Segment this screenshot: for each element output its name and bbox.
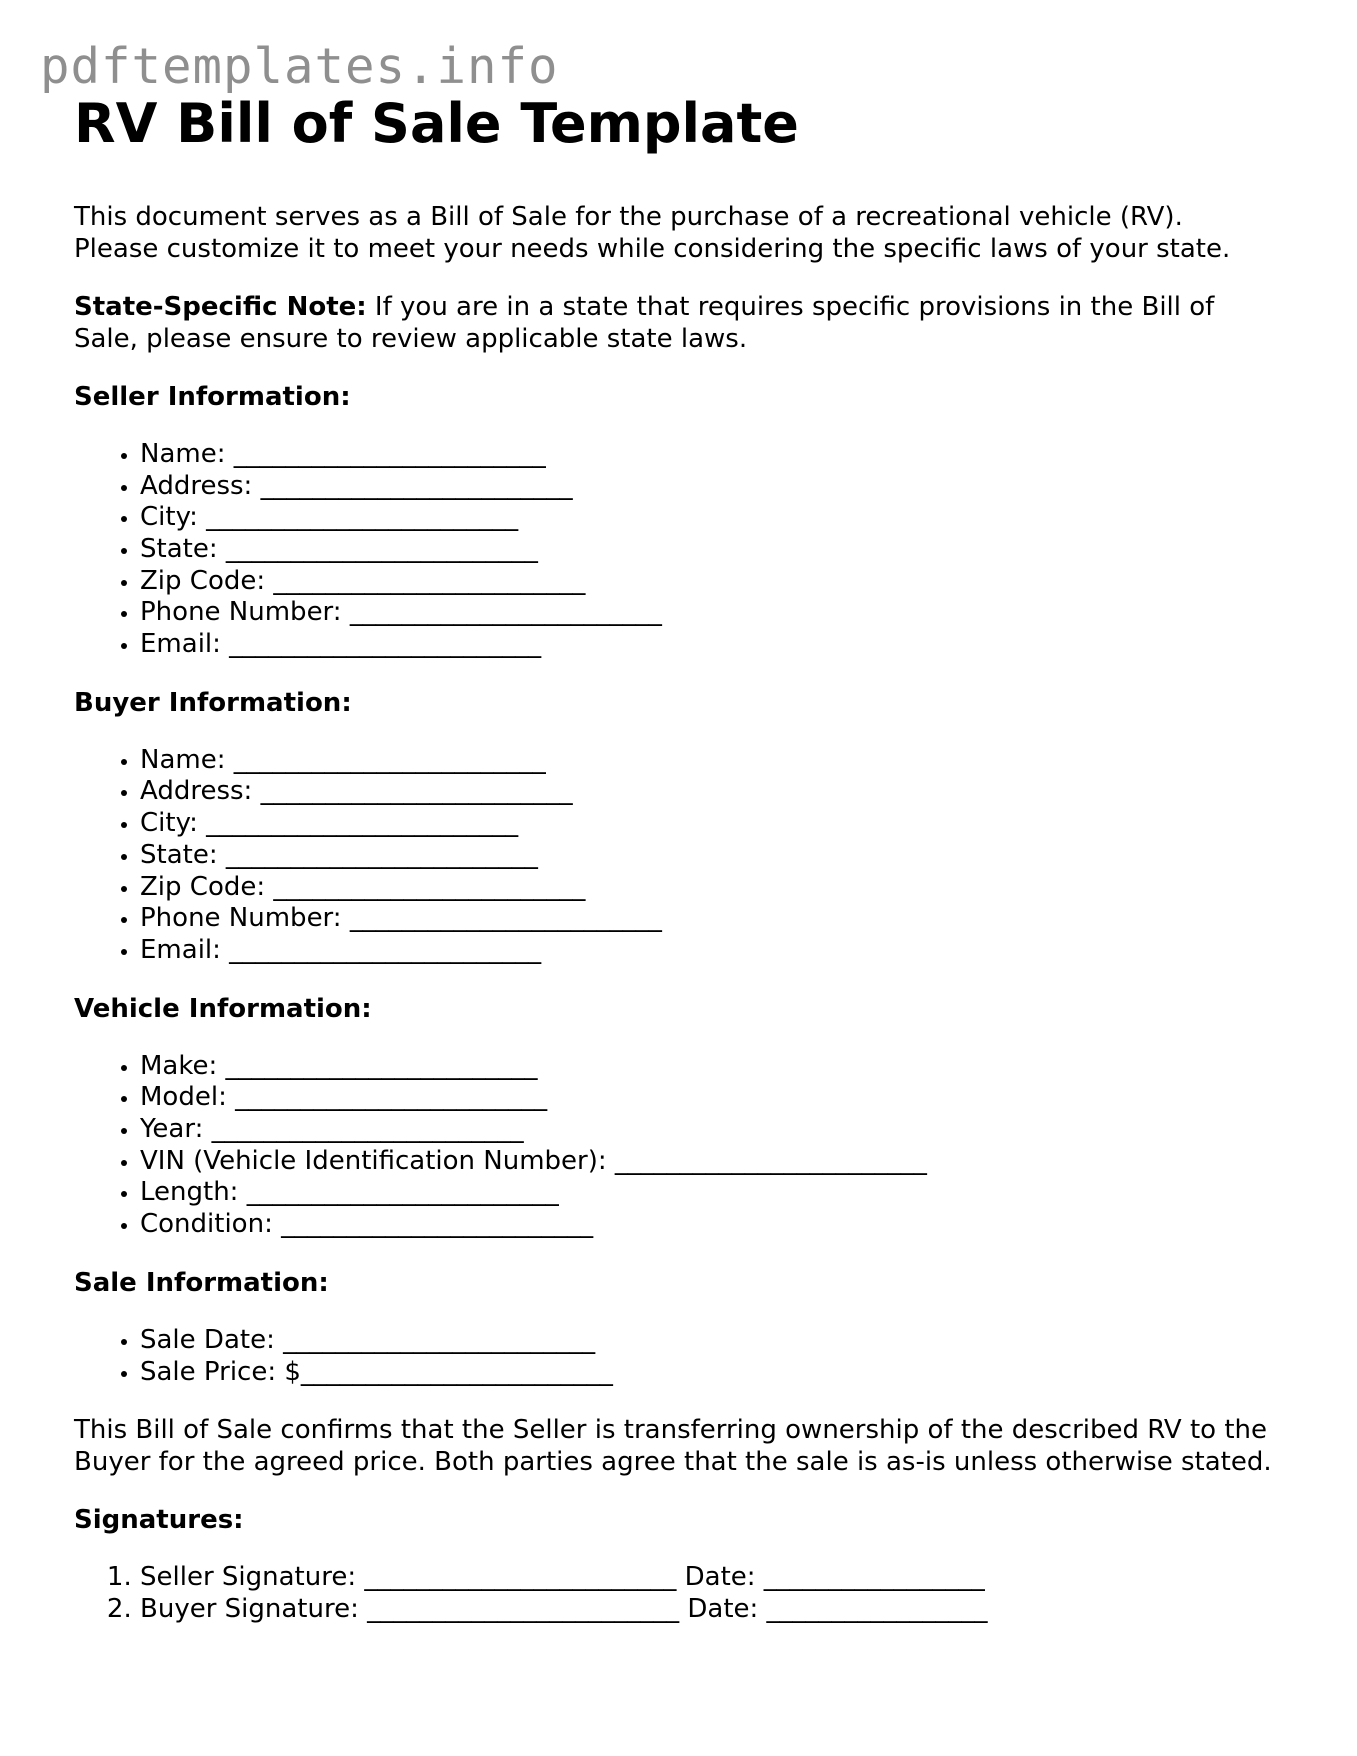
state-note-label: State-Specific Note: <box>74 291 367 322</box>
vehicle-length-field <box>140 1177 1274 1209</box>
field-text: Year: ________________________ <box>140 1114 524 1145</box>
state-note-text: If you are in a state that requires specific provisions in the Bill of Sale, please ensure to review applicable state laws. <box>74 291 1215 354</box>
buyer-email-field <box>140 935 1274 967</box>
field-text: State: ________________________ <box>140 533 538 564</box>
seller-name-field <box>140 439 1274 471</box>
sale-fields <box>74 1325 1274 1388</box>
closing-paragraph: This Bill of Sale confirms that the Seller is transferring ownership of the described RV to the Buyer for the agreed price. Both parties agree that the sale is as-is unless otherwise stated. <box>74 1415 1272 1478</box>
field-text: Make: ________________________ <box>140 1050 538 1081</box>
field-text: Buyer Signature: ________________________ Date: _________________ <box>140 1593 988 1624</box>
field-text: Email: ________________________ <box>140 934 542 965</box>
seller-heading: Seller Information: <box>74 381 351 412</box>
vehicle-vin-field <box>140 1146 1274 1178</box>
field-text: Length: ________________________ <box>140 1177 559 1208</box>
field-text: Email: ________________________ <box>140 629 542 660</box>
vehicle-year-field <box>140 1114 1274 1146</box>
field-text: Condition: ________________________ <box>140 1209 594 1240</box>
document-body <box>74 92 1274 1626</box>
field-text: Phone Number: ________________________ <box>140 903 662 934</box>
buyer-name-field <box>140 745 1274 777</box>
buyer-state-field <box>140 840 1274 872</box>
field-text: Sale Date: ________________________ <box>140 1324 596 1355</box>
seller-state-field <box>140 534 1274 566</box>
vehicle-fields <box>74 1051 1274 1241</box>
buyer-city-field <box>140 808 1274 840</box>
field-text: Phone Number: ________________________ <box>140 597 662 628</box>
seller-zip-field <box>140 566 1274 598</box>
field-text: Model: ________________________ <box>140 1082 548 1113</box>
watermark: pdftemplates.info <box>40 38 559 95</box>
field-text: Zip Code: ________________________ <box>140 565 586 596</box>
field-text: Address: ________________________ <box>140 776 573 807</box>
field-text: Zip Code: ________________________ <box>140 871 586 902</box>
signatures-heading: Signatures: <box>74 1505 244 1536</box>
buyer-signature-line <box>140 1594 1274 1626</box>
field-text: VIN (Vehicle Identification Number): ________________________ <box>140 1145 927 1176</box>
field-text: City: ________________________ <box>140 502 519 533</box>
field-text: City: ________________________ <box>140 808 519 839</box>
buyer-address-field <box>140 776 1274 808</box>
state-note <box>74 291 1274 355</box>
seller-fields <box>74 439 1274 661</box>
sale-date-field <box>140 1325 1274 1357</box>
seller-phone-field <box>140 597 1274 629</box>
seller-city-field <box>140 502 1274 534</box>
field-text: Sale Price: $________________________ <box>140 1356 613 1387</box>
seller-signature-line <box>140 1562 1274 1594</box>
field-text: Address: ________________________ <box>140 470 573 501</box>
vehicle-model-field <box>140 1082 1274 1114</box>
seller-address-field <box>140 471 1274 503</box>
field-text: Name: ________________________ <box>140 438 546 469</box>
seller-email-field <box>140 629 1274 661</box>
field-text: Seller Signature: ________________________ Date: _________________ <box>140 1562 985 1593</box>
signatures-list <box>74 1562 1274 1625</box>
vehicle-make-field <box>140 1051 1274 1083</box>
field-text: Name: ________________________ <box>140 744 546 775</box>
page-title: RV Bill of Sale Template <box>74 92 799 155</box>
buyer-fields <box>74 745 1274 967</box>
buyer-zip-field <box>140 872 1274 904</box>
field-text: State: ________________________ <box>140 839 538 870</box>
vehicle-condition-field <box>140 1209 1274 1241</box>
sale-price-field <box>140 1357 1274 1389</box>
buyer-heading: Buyer Information: <box>74 687 352 718</box>
intro-paragraph: This document serves as a Bill of Sale for the purchase of a recreational vehicle (RV). Please customize it to meet your needs while considering the specific laws of your state. <box>74 201 1231 264</box>
sale-heading: Sale Information: <box>74 1267 329 1298</box>
buyer-phone-field <box>140 903 1274 935</box>
vehicle-heading: Vehicle Information: <box>74 993 372 1024</box>
